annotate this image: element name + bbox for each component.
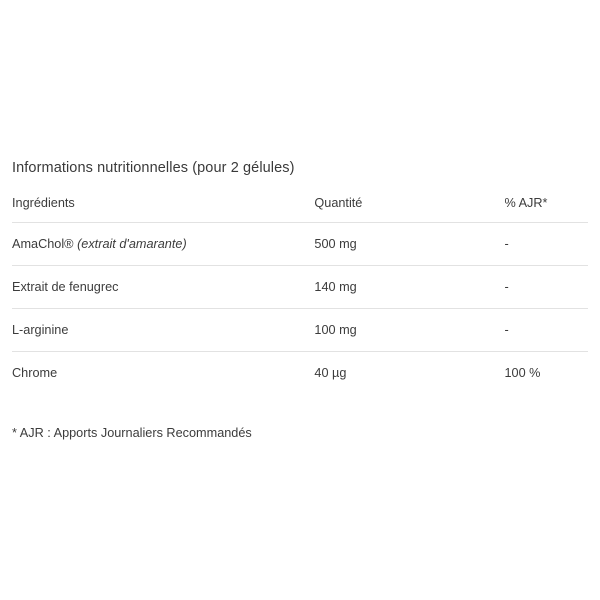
- table-row: [12, 309, 588, 352]
- ingredient-name: Extrait de fenugrec: [12, 280, 119, 294]
- cell-quantity: 100 mg: [314, 323, 357, 337]
- cell-quantity: 140 mg: [314, 280, 357, 294]
- ingredient-name: Chrome: [12, 366, 58, 380]
- ingredient-name: L-arginine: [12, 323, 69, 337]
- nutrition-table: [12, 196, 588, 394]
- cell-ingredient: [12, 223, 314, 266]
- column-header-quantity: Quantité: [314, 196, 363, 210]
- column-header-ingredient: Ingrédients: [12, 196, 75, 210]
- table-row: [12, 223, 588, 266]
- cell-ingredient: [12, 352, 314, 395]
- cell-quantity: 500 mg: [314, 237, 357, 251]
- nutrition-information-section: [12, 160, 588, 394]
- page-title: Informations nutritionnelles (pour 2 gélules): [12, 160, 295, 176]
- table-row: [12, 266, 588, 309]
- footnote: * AJR : Apports Journaliers Recommandés: [12, 425, 252, 440]
- column-header-ajr: % AJR*: [504, 196, 548, 210]
- cell-ajr: -: [504, 280, 509, 294]
- table-header-row: [12, 196, 588, 223]
- cell-ajr: -: [504, 237, 509, 251]
- ingredient-name: AmaChol®: [12, 237, 78, 251]
- cell-ingredient: [12, 266, 314, 309]
- cell-quantity: 40 µg: [314, 366, 347, 380]
- table-header: [12, 196, 588, 223]
- ingredient-note: (extrait d'amarante): [77, 237, 187, 251]
- cell-ajr: -: [504, 323, 509, 337]
- cell-ajr: 100 %: [504, 366, 541, 380]
- table-body: [12, 223, 588, 395]
- cell-ingredient: [12, 309, 314, 352]
- table-row: [12, 352, 588, 395]
